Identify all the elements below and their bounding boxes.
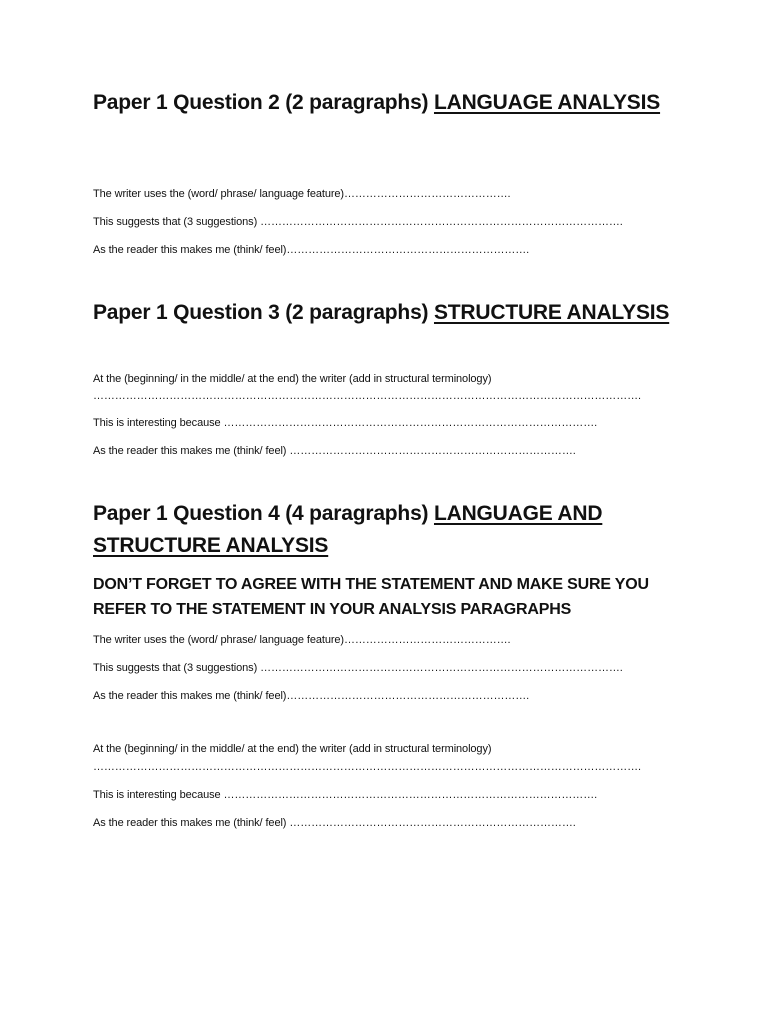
section1-heading-prefix: Paper 1 Question 2 (2 paragraphs) (93, 91, 434, 114)
section1-line-1: The writer uses the (word/ phrase/ language feature)………………………………………. (93, 188, 511, 200)
section2-line-2: ……………………………………………………………………………………………………………………………………. (93, 390, 641, 402)
section2-heading-prefix: Paper 1 Question 3 (2 paragraphs) (93, 301, 434, 324)
section3-line-2: This suggests that (3 suggestions) ………………………………………………………………………………………. (93, 662, 623, 674)
section3-heading-prefix: Paper 1 Question 4 (4 paragraphs) (93, 502, 434, 525)
section3-line-6: This is interesting because …………………………………………………………………………………………. (93, 789, 598, 801)
section3-line-4: At the (beginning/ in the middle/ at the end) the writer (add in structural terminology) (93, 743, 492, 755)
section1-heading-title: LANGUAGE ANALYSIS (433, 91, 661, 114)
section1-line-2: This suggests that (3 suggestions) ………………………………………………………………………………………. (93, 216, 623, 228)
section3-line-1: The writer uses the (word/ phrase/ language feature)………………………………………. (93, 634, 511, 646)
section3-instruction: DON’T FORGET TO AGREE WITH THE STATEMENT AND MAKE SURE YOU REFER TO THE STATEMENT IN YOUR ANALYSIS PARAGRAPHS (93, 576, 649, 618)
section2-line-4: As the reader this makes me (think/ feel) ……………………………………………………………………. (93, 445, 576, 457)
section2-heading (93, 297, 683, 329)
section3-heading-title: LANGUAGE AND STRUCTURE ANALYSIS (93, 502, 603, 557)
section1-line-3: As the reader this makes me (think/ feel)…………………………………………………………. (93, 244, 530, 256)
section2-line-3: This is interesting because …………………………………………………………………………………………. (93, 417, 598, 429)
section3-line-7: As the reader this makes me (think/ feel) ……………………………………………………………………. (93, 817, 576, 829)
section1-heading (93, 87, 683, 119)
section2-heading-title: STRUCTURE ANALYSIS (433, 301, 670, 324)
section2-line-1: At the (beginning/ in the middle/ at the end) the writer (add in structural terminology) (93, 373, 492, 385)
section3-line-5: ……………………………………………………………………………………………………………………………………. (93, 761, 641, 773)
section3-line-3: As the reader this makes me (think/ feel)…………………………………………………………. (93, 690, 530, 702)
section3-heading (93, 498, 683, 562)
